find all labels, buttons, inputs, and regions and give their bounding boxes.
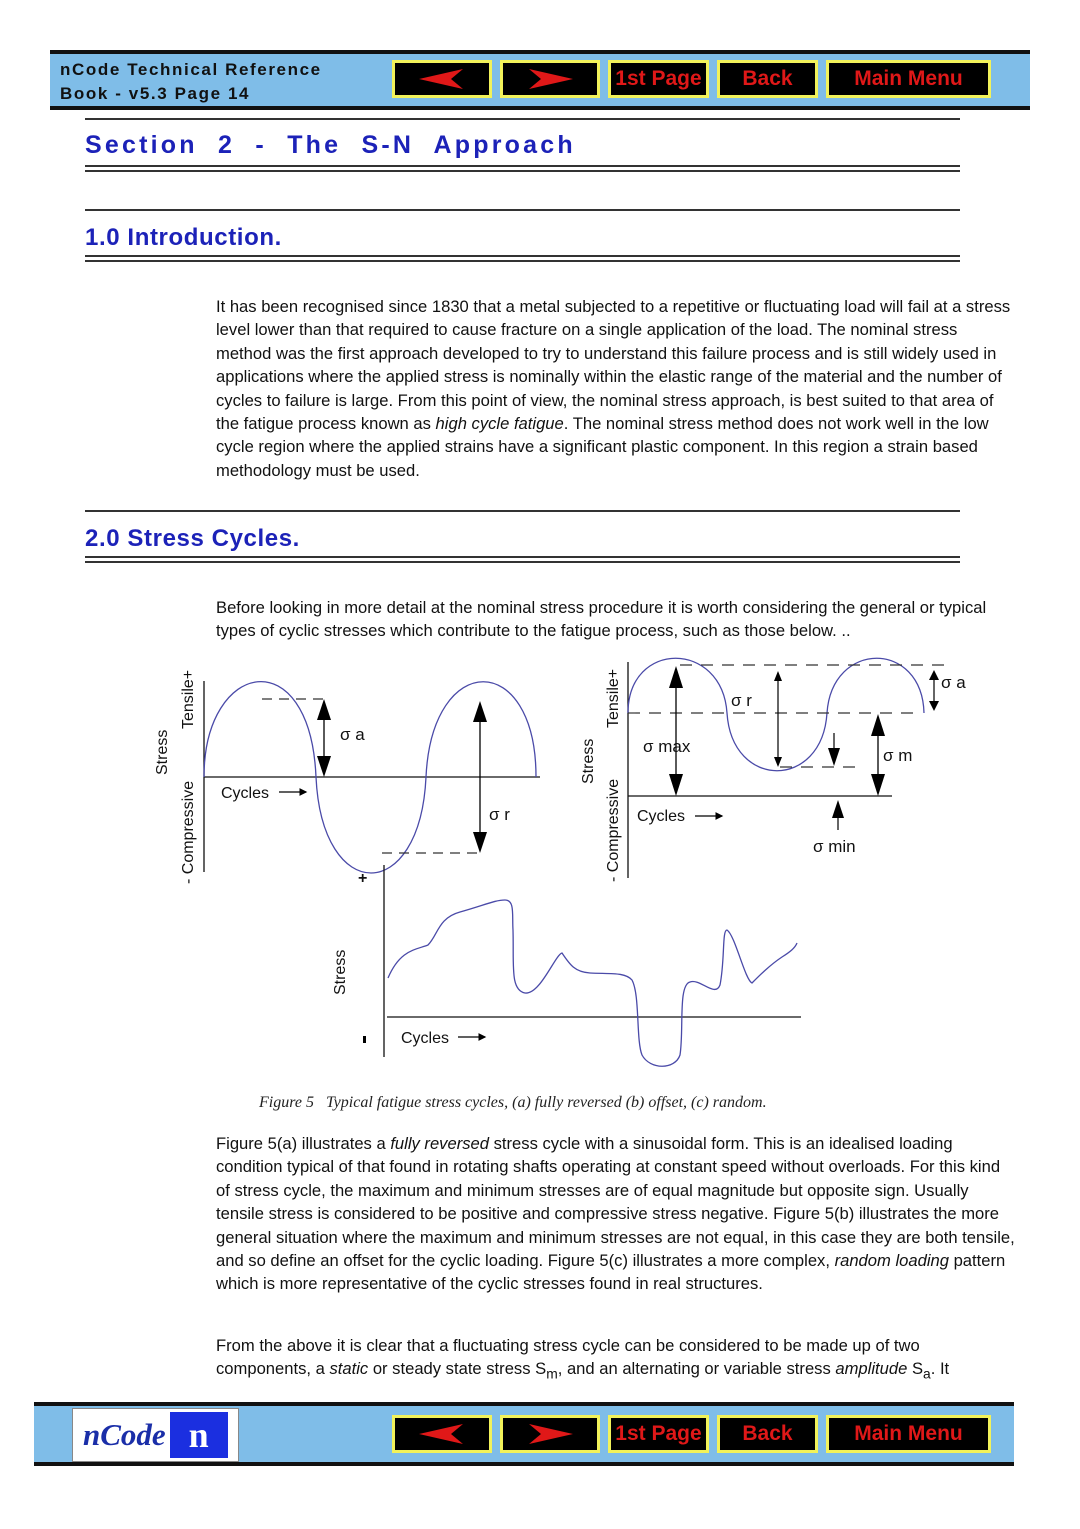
prev-page-button[interactable] <box>392 60 492 98</box>
left-arrow-icon <box>417 68 467 90</box>
right-arrow-icon <box>525 1423 575 1445</box>
section-title: Section 2 - The S-N Approach <box>85 131 576 159</box>
divider <box>85 209 960 211</box>
compressive-label: - Compressive <box>605 778 622 882</box>
figure-caption: Figure 5 Typical fatigue stress cycles, (a) fully reversed (b) offset, (c) random. <box>259 1094 767 1111</box>
back-button[interactable]: Back <box>717 1415 818 1453</box>
discussion-paragraph-1: Figure 5(a) illustrates a fully reversed stress cycle with a sinusoidal form. This is an idealised loading condition typical of that found in rotating shafts operating at constant speed without overloads. For this kind of stress cycle, the maximum and minimum stresses are of equal magnitude but opposite sign. Usually tensile stress is considered to be positive and compressive stress negative. Figure 5(b) illustrates the more general situation where the maximum and minimum stresses are not equal, in this case they are both tensile, and so define an offset for the cyclic loading. Figure 5(c) illustrates a more complex, random loading pattern which is more representative of the cyclic stresses found in real structures. <box>216 1134 1015 1294</box>
intro-paragraph: It has been recognised since 1830 that a metal subjected to a repetitive or fluctuating load will fail at a stress level lower than that required to cause fracture on a single application of the load. The nominal stress method was the first approach developed to try to understand this failure process and is still widely used in applications where the applied stress is nominally within the elastic range of the material and the number of cycles to failure is large. From this point of view, the nominal stress approach, is best suited to that area of the fatigue process known as high cycle fatigue. The nominal stress method does not work well in the low cycle region where the applied strains have a significant plastic component. In this region a strain based methodology must be used. <box>216 297 1011 480</box>
back-button[interactable]: Back <box>717 60 818 98</box>
tensile-label: Tensile+ <box>180 669 197 729</box>
left-arrow-icon <box>417 1423 467 1445</box>
figure-5b-offset <box>580 658 966 882</box>
divider <box>85 561 960 563</box>
logo-mark-icon: n <box>170 1412 228 1458</box>
stress-axis-label: Stress <box>580 738 597 784</box>
cycles-label: Cycles <box>221 785 270 802</box>
book-title-line2: Book - v5.3 Page 14 <box>60 84 251 103</box>
compressive-label: - Compressive <box>180 780 197 884</box>
tensile-label: Tensile+ <box>605 668 622 728</box>
divider <box>85 255 960 257</box>
figure-5a-fully-reversed <box>154 670 540 884</box>
divider <box>85 165 960 167</box>
cycles-label: Cycles <box>401 1030 450 1047</box>
figure-5-diagram <box>0 650 1080 1080</box>
minus-label <box>363 1036 366 1043</box>
sigma-max-label: σ max <box>643 737 691 756</box>
first-page-button[interactable]: 1st Page <box>608 60 709 98</box>
stress-cycles-paragraph: Before looking in more detail at the nominal stress procedure it is worth considering the general or typical types of cyclic stresses which contribute to the fatigue process, such as those below. .. <box>216 598 987 641</box>
prev-page-button[interactable] <box>392 1415 492 1453</box>
next-page-button[interactable] <box>500 1415 600 1453</box>
discussion-paragraph-2: From the above it is clear that a fluctuating stress cycle can be considered to be made up of two components, a static or steady state stress $S_m$, and an alternating or variable stress amplitude $S_a$. It <box>216 1336 950 1382</box>
ncode-logo <box>72 1408 239 1462</box>
sigma-min-label: σ min <box>813 837 856 856</box>
next-page-button[interactable] <box>500 60 600 98</box>
sigma-r-label: σ r <box>489 805 510 824</box>
sigma-r-label: σ r <box>731 691 752 710</box>
book-title-line1: nCode Technical Reference <box>60 60 322 79</box>
first-page-button[interactable]: 1st Page <box>608 1415 709 1453</box>
divider <box>85 556 960 558</box>
cycles-label: Cycles <box>637 808 686 825</box>
stress-axis-label: Stress <box>332 949 349 995</box>
sigma-a-label: σ a <box>941 673 966 692</box>
divider <box>85 510 960 512</box>
book-title <box>60 58 322 106</box>
bottom-nav-bar <box>34 1402 1014 1466</box>
right-arrow-icon <box>525 68 575 90</box>
main-menu-button[interactable]: Main Menu <box>826 60 991 98</box>
main-menu-button[interactable]: Main Menu <box>826 1415 991 1453</box>
divider <box>85 118 960 120</box>
figure-5c-random <box>332 865 801 1066</box>
sigma-m-label: σ m <box>883 746 913 765</box>
divider <box>85 170 960 172</box>
intro-heading: 1.0 Introduction. <box>85 224 282 251</box>
logo-text: nCode <box>83 1417 166 1452</box>
sigma-a-label: σ a <box>340 725 365 744</box>
divider <box>85 260 960 262</box>
stress-axis-label: Stress <box>154 729 171 775</box>
stress-cycles-heading: 2.0 Stress Cycles. <box>85 525 300 552</box>
top-nav-bar <box>50 50 1030 110</box>
plus-label: + <box>358 870 368 887</box>
